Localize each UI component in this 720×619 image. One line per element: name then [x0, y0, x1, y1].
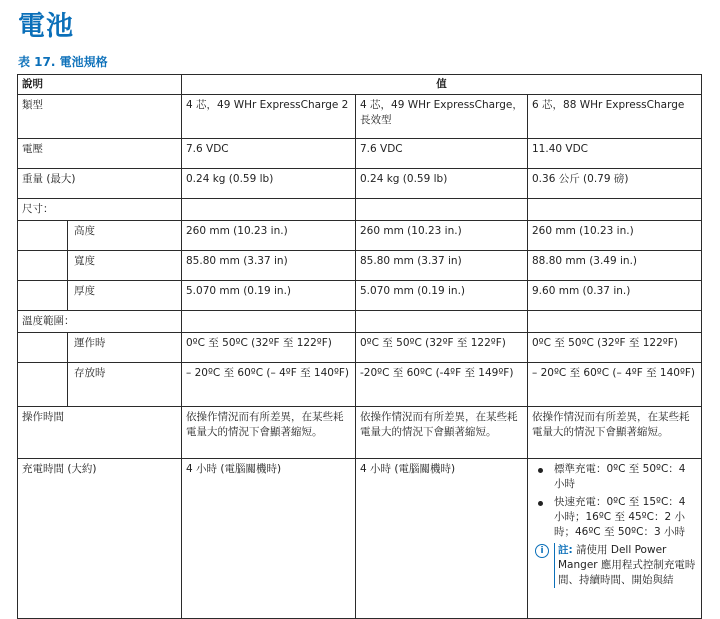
cell-optime-1: 依操作情況而有所差異，在某些耗電量大的情況下會顯著縮短。 [182, 407, 356, 459]
cell-charge-3 [528, 459, 702, 619]
row-label-optime: 操作時間 [18, 407, 182, 459]
cell-voltage-2: 7.6 VDC [356, 139, 528, 169]
table-row [18, 311, 702, 333]
list-item: 快速充電：0ºC 至 15ºC：4 小時；16ºC 至 45ºC：2 小時；46ºC 至 50ºC：3 小時 [532, 495, 697, 540]
row-label-weight: 重量 (最大) [18, 169, 182, 199]
header-value: 值 [182, 75, 702, 95]
cell-storage-3: – 20ºC 至 60ºC (– 4ºF 至 140ºF) [528, 363, 702, 407]
table-row [18, 199, 702, 221]
cell-height-3: 260 mm (10.23 in.) [528, 221, 702, 251]
cell-height-2: 260 mm (10.23 in.) [356, 221, 528, 251]
cell-type-1: 4 芯，49 WHr ExpressCharge 2 [182, 95, 356, 139]
cell-width-3: 88.80 mm (3.49 in.) [528, 251, 702, 281]
table-row [18, 407, 702, 459]
cell-charge-2: 4 小時 (電腦關機時) [356, 459, 528, 619]
row-label-temp: 溫度範圍： [18, 311, 182, 333]
table-row [18, 363, 702, 407]
cell-optime-3: 依操作情況而有所差異，在某些耗電量大的情況下會顯著縮短。 [528, 407, 702, 459]
table-row [18, 221, 702, 251]
row-label-operating: 運作時 [68, 333, 182, 363]
cell-depth-1: 5.070 mm (0.19 in.) [182, 281, 356, 311]
note-text: 請使用 Dell Power Manger 應用程式控制充電時間、持續時間、開始與結 [558, 544, 696, 586]
table-header-row [18, 75, 702, 95]
row-label-height: 高度 [68, 221, 182, 251]
info-icon: i [535, 544, 549, 558]
table-row [18, 281, 702, 311]
row-label-charge: 充電時間 (大約) [18, 459, 182, 619]
table-row [18, 333, 702, 363]
cell-height-1: 260 mm (10.23 in.) [182, 221, 356, 251]
header-description: 說明 [18, 75, 182, 95]
cell-optime-2: 依操作情況而有所差異，在某些耗電量大的情況下會顯著縮短。 [356, 407, 528, 459]
table-row [18, 169, 702, 199]
table-row [18, 95, 702, 139]
page-title: 電池 [18, 11, 74, 42]
cell-width-1: 85.80 mm (3.37 in) [182, 251, 356, 281]
cell-depth-3: 9.60 mm (0.37 in.) [528, 281, 702, 311]
table-row [18, 139, 702, 169]
cell-voltage-3: 11.40 VDC [528, 139, 702, 169]
table-row [18, 251, 702, 281]
cell-charge-1: 4 小時 (電腦關機時) [182, 459, 356, 619]
cell-operating-3: 0ºC 至 50ºC (32ºF 至 122ºF) [528, 333, 702, 363]
battery-spec-table [17, 74, 702, 619]
row-label-depth: 厚度 [68, 281, 182, 311]
cell-weight-2: 0.24 kg (0.59 lb) [356, 169, 528, 199]
row-label-voltage: 電壓 [18, 139, 182, 169]
cell-operating-1: 0ºC 至 50ºC (32ºF 至 122ºF) [182, 333, 356, 363]
cell-type-2: 4 芯，49 WHr ExpressCharge，長效型 [356, 95, 528, 139]
cell-storage-1: – 20ºC 至 60ºC (– 4ºF 至 140ºF) [182, 363, 356, 407]
note-content [554, 543, 697, 588]
table-row [18, 459, 702, 619]
row-label-width: 寬度 [68, 251, 182, 281]
row-label-type: 類型 [18, 95, 182, 139]
cell-type-3: 6 芯，88 WHr ExpressCharge [528, 95, 702, 139]
note-label: 註: [558, 544, 573, 556]
cell-operating-2: 0ºC 至 50ºC (32ºF 至 122ºF) [356, 333, 528, 363]
row-label-storage: 存放時 [68, 363, 182, 407]
charge-bullet-list [532, 462, 697, 540]
cell-weight-3: 0.36 公斤 (0.79 磅) [528, 169, 702, 199]
list-item: 標準充電：0ºC 至 50ºC：4 小時 [532, 462, 697, 492]
cell-voltage-1: 7.6 VDC [182, 139, 356, 169]
table-caption: 表 17. 電池規格 [18, 55, 108, 69]
row-label-dimensions: 尺寸： [18, 199, 182, 221]
cell-storage-2: -20ºC 至 60ºC (-4ºF 至 149ºF) [356, 363, 528, 407]
cell-width-2: 85.80 mm (3.37 in) [356, 251, 528, 281]
note-block [532, 543, 697, 588]
cell-weight-1: 0.24 kg (0.59 lb) [182, 169, 356, 199]
cell-depth-2: 5.070 mm (0.19 in.) [356, 281, 528, 311]
